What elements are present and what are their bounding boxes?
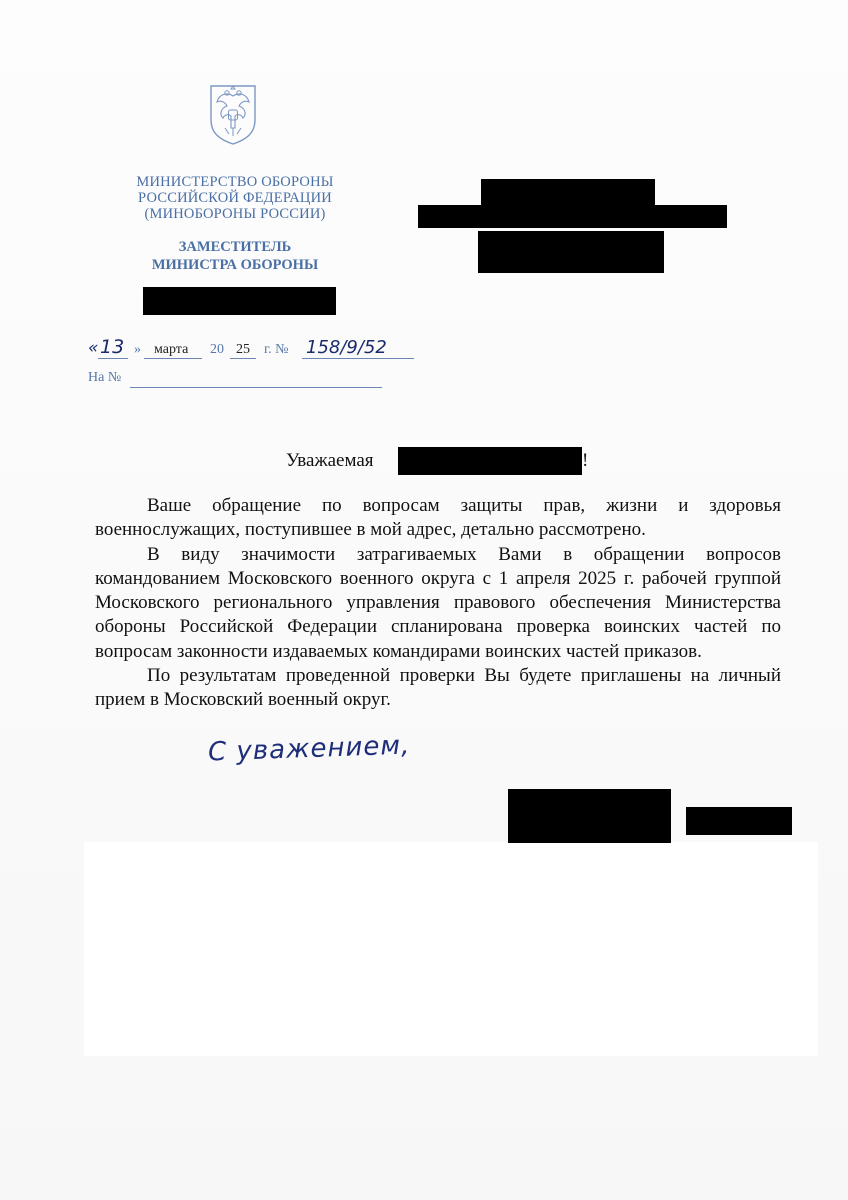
body-paragraph: По результатам проведенной проверки Вы будете приглашены на личный прием в Московский военный округ. — [95, 665, 781, 711]
redaction-signature — [508, 789, 671, 843]
salutation — [286, 450, 589, 472]
handwritten-outgoing-number: 158/9/52 — [306, 337, 387, 358]
month-underline-lead — [144, 358, 152, 359]
year: 25 — [236, 342, 250, 357]
open-quote: « — [88, 338, 99, 358]
handwritten-day: 13 — [100, 336, 125, 358]
day-underline — [98, 358, 128, 359]
reference-line — [88, 370, 121, 386]
year-suffix-number-label: г. № — [264, 342, 289, 357]
redaction-signatory-name — [686, 807, 792, 835]
russian-coat-of-arms-icon — [205, 82, 261, 146]
redaction-sender-name — [143, 287, 336, 315]
position-line: ЗАМЕСТИТЕЛЬ — [178, 239, 292, 255]
sender-position — [100, 238, 370, 274]
position-line: МИНИСТРА ОБОРОНЫ — [151, 257, 319, 273]
handwritten-closing: С уважением, — [207, 730, 411, 768]
date-number-line — [88, 336, 418, 362]
ministry-name — [100, 174, 370, 222]
reference-underline — [130, 387, 382, 388]
redaction-recipient-line-1 — [481, 179, 655, 205]
number-underline — [302, 358, 414, 359]
month: марта — [154, 342, 189, 357]
body-paragraph: В виду значимости затрагиваемых Вами в обращении вопросов командованием Московского военного округа с 1 апреля 2025 г. рабочей группой Московского регионального управления правового обеспечения Министерства обороны Российской Федерации спланирована проверка воинских частей по вопросам законности издаваемых командирами воинских частей приказов. — [95, 543, 781, 662]
close-quote: » — [134, 342, 141, 357]
month-underline — [152, 358, 202, 359]
redaction-addressee-name — [398, 447, 582, 475]
ministry-line: (МИНОБОРОНЫ РОССИИ) — [144, 206, 326, 222]
reference-label: На № — [88, 370, 122, 385]
blank-area — [84, 842, 818, 1056]
redaction-recipient-line-3 — [478, 231, 664, 273]
ministry-line: РОССИЙСКОЙ ФЕДЕРАЦИИ — [138, 190, 332, 206]
salutation-word: Уважаемая — [286, 450, 374, 471]
letter-body — [95, 494, 781, 713]
body-paragraph: Ваше обращение по вопросам защиты прав, жизни и здоровья военнослужащих, поступившее в мой адрес, детально рассмотрено. — [95, 495, 781, 541]
year-century: 20 — [210, 342, 224, 357]
ministry-line: МИНИСТЕРСТВО ОБОРОНЫ — [136, 174, 334, 190]
salutation-exclamation: ! — [582, 450, 589, 471]
year-underline — [230, 358, 256, 359]
redaction-recipient-line-2 — [418, 205, 727, 228]
